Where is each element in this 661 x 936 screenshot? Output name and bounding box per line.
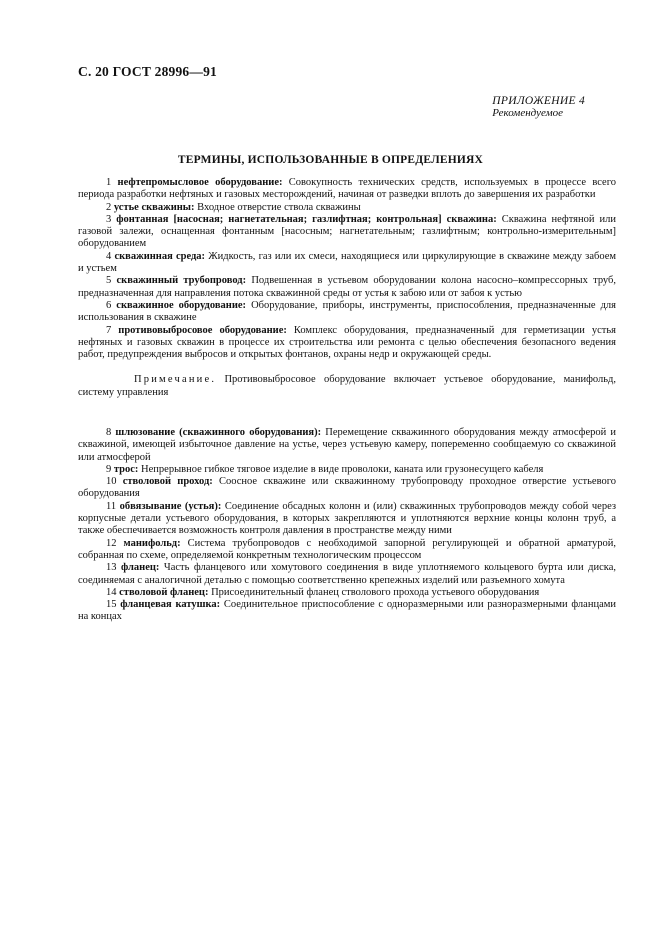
term-number: 4 [106,250,112,262]
appendix-label [492,95,585,119]
term-name: скважинная среда: [114,250,206,262]
term-number: 11 [106,500,117,512]
appendix-subtitle: Рекомендуемое [492,107,563,119]
term-entry [78,587,616,599]
term-entry [78,562,616,587]
term-entry [78,275,616,300]
term-definition: Комплекс оборудования, предназначенный для герметизации устья нефтяных и газовых скважин в процессе их строительства или ремонта с целью обеспечения безопасного ведения работ, предупреждения выбросов и открытых фонтанов, охраны недр и окружающей среды. [78,324,617,361]
term-number: 12 [106,537,117,549]
term-entry [78,300,616,325]
appendix-title: ПРИЛОЖЕНИЕ 4 [492,95,585,107]
term-definition: Подвешенная в устьевом оборудовании колона насосно–компрессорных труб, предназначенная для направления потока скважинной среды от устья к забою или от забоя к устью [78,275,617,299]
term-definition: Оборудование, приборы, инструменты, приспособления, предназначенные для использования в скважине [78,299,617,324]
term-name: манифольд: [123,537,181,549]
term-number: 5 [106,275,112,287]
term-definition: Присоединительный фланец стволового прохода устьевого оборудования [211,586,540,598]
term-entry [78,325,616,362]
term-definition: Скважина нефтяной или газовой залежи, оснащенная фонтанным [насосным; нагнетательным; газлифтным; контрольно-измерительным] оборудованием [78,213,617,250]
term-entry [78,427,616,464]
term-definition: Часть фланцевого или хомутового соединения в виде уплотняемого кольцевого бурта или диска, соединяемая с аналогичной деталью с помощью соответственно крепежных изделий или разъемного хомута [78,562,617,586]
term-entry [78,476,616,501]
term-number: 8 [106,427,112,438]
term-number: 3 [106,213,112,225]
term-name: стволовой фланец: [119,586,209,598]
term-name: шлюзование (скважинного оборудования): [115,427,322,438]
term-name: фланцевая катушка: [120,599,221,611]
running-header: С. 20 ГОСТ 28996—91 [78,64,217,79]
term-definition: Соединительное приспособление с одноразмерными или разноразмерными фланцами на концах [78,599,616,623]
term-entry [78,251,616,276]
term-definition: Система трубопроводов с необходимой запорной регулирующей и обратной арматурой, собранная по схеме, определяемой конкретным технологическим процессом [78,537,616,561]
term-number: 9 [106,463,112,475]
term-name: скважинный трубопровод: [116,275,247,287]
term-entry [78,214,616,251]
term-definition: Входное отверстие ствола скважины [197,201,361,213]
section-title: ТЕРМИНЫ, ИСПОЛЬЗОВАННЫЕ В ОПРЕДЕЛЕНИЯХ [177,154,484,166]
term-number: 6 [106,299,112,311]
note-label: Примечание. [134,374,217,386]
term-name: нефтепромысловое оборудование: [117,177,283,188]
term-definition: Соосное скважине или скважинному трубопроводу проходное отверстие устьевого оборудования [78,476,617,500]
term-number: 2 [106,201,112,213]
term-number: 7 [106,324,112,336]
term-name: противовыбросовое оборудование: [118,324,287,336]
term-name: стволовой проход: [122,476,213,488]
term-name: скважинное оборудование: [116,299,247,311]
term-entry [78,202,616,214]
term-definition: Соединение обсадных колонн и (или) скважинных трубопроводов между собой через корпусные детали устьевого оборудования, в которых закрепляются и уплотняются верхние концы колонн труб, а также обеспечивается возможность контроля давления в пространстве между ними [78,500,617,537]
note-paragraph [78,374,616,399]
note-text: Противовыбросовое оборудование включает устьевое оборудование, манифольд, систему управления [78,374,616,398]
term-definition: Непрерывное гибкое тяговое изделие в виде проволоки, каната или грузонесущего кабеля [141,463,544,475]
term-number: 14 [106,586,117,598]
term-entry [78,177,616,202]
term-number: 1 [106,177,112,188]
term-definition: Перемещение скважинного оборудования между атмосферой и скважиной, имеющей избыточное давление на устье, через устьевую камеру, попеременно сообщаемую со скважиной или атмосферой [78,427,617,463]
term-number: 13 [106,562,117,574]
term-entry [78,464,616,476]
term-number: 15 [106,599,117,611]
term-name: трос: [113,463,139,475]
term-entry [78,501,616,538]
term-name: фланец: [121,562,160,574]
term-number: 10 [106,476,117,488]
terms-list-1 [78,177,616,399]
term-entry [78,599,616,624]
term-name: устье скважины: [113,201,195,213]
term-name: фонтанная [насосная; нагнетательная; газлифтная; контрольная] скважина: [116,213,497,225]
term-entry [78,538,616,563]
term-name: обвязывание (устья): [119,500,222,512]
terms-list-2 [78,427,616,624]
term-definition: Жидкость, газ или их смеси, находящиеся или циркулирующие в скважине между забоем и устьем [78,250,617,275]
term-definition: Совокупность технических средств, используемых в процессе всего периода разработки нефтяных и газовых месторождений, начиная от разведки вплоть до завершения их разработки [78,177,617,201]
